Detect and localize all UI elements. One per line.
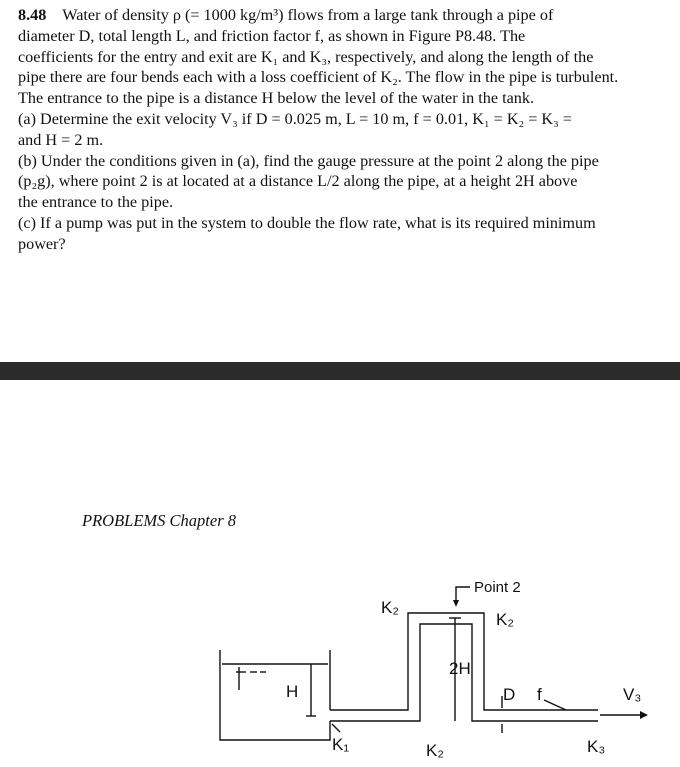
two-h-label: 2H	[449, 659, 471, 678]
pipe-system-figure	[0, 560, 680, 767]
problem-line-3: coefficients for the entry and exit are K₁ and K₃, respectively, and along the length of the	[18, 47, 594, 66]
problem-text	[18, 5, 680, 255]
problem-line-7: and H = 2 m.	[18, 130, 104, 149]
problem-line-1: 8.48 Water of density ρ (= 1000 kg/m³) flows from a large tank through a pipe of	[18, 6, 554, 24]
problem-line-6: (a) Determine the exit velocity V₃ if D = 0.025 m, L = 10 m, f = 0.01, K₁ = K₂ = K₃ =	[18, 109, 572, 128]
problem-line-2: diameter D, total length L, and friction factor f, as shown in Figure P8.48. The	[18, 26, 526, 45]
problem-line-11: (c) If a pump was put in the system to double the flow rate, what is its required minimum	[18, 213, 596, 232]
v3-label: V₃	[623, 685, 642, 704]
chapter-header: PROBLEMS Chapter 8	[82, 511, 236, 530]
exit-arrow-head	[640, 711, 648, 719]
f-label: f	[537, 685, 542, 704]
d-label: D	[503, 685, 516, 704]
k2-bottom-label: K₂	[426, 741, 444, 760]
problem-number: 8.48	[18, 6, 47, 24]
k2-right-label: K₂	[496, 610, 514, 629]
problem-line-10: the entrance to the pipe.	[18, 193, 174, 212]
problem-line-4: pipe there are four bends each with a loss coefficient of K₂. The flow in the pipe is turbulent.	[18, 68, 619, 87]
h-label: H	[286, 682, 299, 701]
point2-label: Point 2	[474, 579, 521, 596]
k2-left-label: K₂	[381, 598, 399, 617]
k3-label: K₃	[587, 737, 606, 756]
problem-line-8: (b) Under the conditions given in (a), find the gauge pressure at the point 2 along the pipe	[18, 151, 599, 170]
friction-leader	[544, 700, 566, 710]
problem-line-5: The entrance to the pipe is a distance H below the level of the water in the tank.	[18, 89, 535, 108]
k1-label: K₁	[332, 735, 350, 754]
problem-line-9: (p₂g), where point 2 is at located at a distance L/2 along the pipe, at a height 2H above	[18, 172, 578, 191]
page-separator-bar	[0, 362, 680, 380]
problem-line-12: power?	[18, 234, 66, 253]
